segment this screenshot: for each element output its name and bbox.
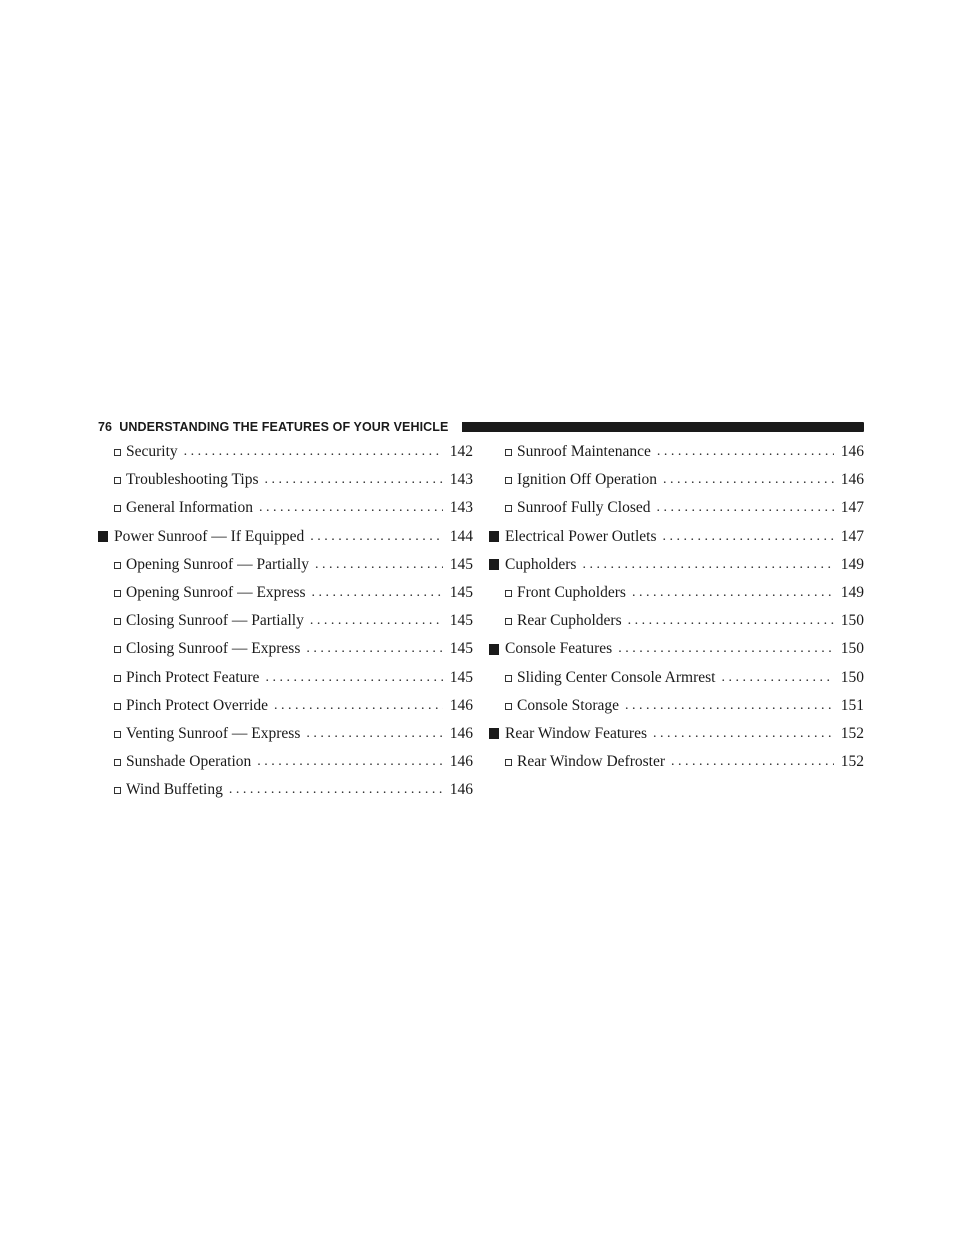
dot-leader (310, 529, 443, 545)
toc-entry-page-number: 147 (840, 527, 864, 545)
toc-entry-label: Rear Window Features (505, 724, 647, 742)
hollow-square-bullet-icon (505, 759, 512, 766)
toc-entry-label: Opening Sunroof — Express (126, 584, 306, 602)
toc-subsection-entry[interactable] (505, 664, 864, 692)
toc-subsection-entry[interactable] (505, 466, 864, 494)
toc-subsection-entry[interactable] (114, 579, 473, 607)
toc-entry-page-number: 146 (840, 443, 864, 461)
toc-entry-label: Sunshade Operation (126, 753, 252, 771)
toc-subsection-entry[interactable] (114, 551, 473, 579)
toc-subsection-entry[interactable] (505, 748, 864, 776)
toc-subsection-entry[interactable] (505, 494, 864, 522)
hollow-square-bullet-icon (114, 787, 121, 794)
dot-leader (315, 557, 443, 573)
toc-entry-page-number: 146 (449, 781, 473, 799)
toc-subsection-entry[interactable] (114, 438, 473, 466)
toc-entry-label: Power Sunroof — If Equipped (114, 527, 305, 545)
toc-entry-page-number: 152 (840, 724, 864, 742)
hollow-square-bullet-icon (505, 675, 512, 682)
toc-entry-page-number: 146 (840, 471, 864, 489)
toc-entry-label: Sunroof Fully Closed (517, 499, 651, 517)
toc-entry-page-number: 150 (840, 640, 864, 658)
dot-leader (265, 472, 443, 488)
filled-square-bullet-icon (489, 728, 499, 739)
hollow-square-bullet-icon (114, 505, 121, 512)
page-header-text (98, 419, 448, 435)
toc-entry-label: Console Features (505, 640, 613, 658)
hollow-square-bullet-icon (114, 675, 121, 682)
toc-entry-label: Security (126, 443, 178, 461)
toc-entry-page-number: 142 (449, 443, 473, 461)
filled-square-bullet-icon (489, 531, 499, 542)
toc-entry-page-number: 150 (840, 612, 864, 630)
hollow-square-bullet-icon (114, 759, 121, 766)
toc-entry-page-number: 150 (840, 668, 864, 686)
toc-entry-page-number: 143 (449, 471, 473, 489)
dot-leader (656, 500, 834, 516)
dot-leader (628, 613, 834, 629)
dot-leader (721, 670, 834, 686)
toc-subsection-entry[interactable] (505, 692, 864, 720)
toc-entry-page-number: 146 (449, 696, 473, 714)
toc-subsection-entry[interactable] (505, 607, 864, 635)
dot-leader (265, 670, 443, 686)
dot-leader (312, 585, 443, 601)
toc-entry-label: Closing Sunroof — Express (126, 640, 301, 658)
dot-leader (257, 754, 443, 770)
toc-entry-label: Troubleshooting Tips (126, 471, 259, 489)
toc-entry-page-number: 147 (840, 499, 864, 517)
toc-subsection-entry[interactable] (114, 720, 473, 748)
dot-leader (310, 613, 443, 629)
hollow-square-bullet-icon (505, 590, 512, 597)
dot-leader (229, 782, 443, 798)
toc-section-entry[interactable] (489, 720, 864, 748)
toc-entry-label: Sunroof Maintenance (517, 443, 651, 461)
hollow-square-bullet-icon (114, 703, 121, 710)
hollow-square-bullet-icon (114, 618, 121, 625)
section-title: UNDERSTANDING THE FEATURES OF YOUR VEHICLE (119, 420, 449, 434)
toc-entry-label: Cupholders (505, 555, 577, 573)
toc-subsection-entry[interactable] (114, 607, 473, 635)
toc-entry-label: Sliding Center Console Armrest (517, 668, 716, 686)
page-header (98, 419, 864, 435)
hollow-square-bullet-icon (505, 449, 512, 456)
toc-entry-page-number: 143 (449, 499, 473, 517)
toc-entry-label: Console Storage (517, 696, 620, 714)
toc-entry-label: Ignition Off Operation (517, 471, 658, 489)
toc-entry-page-number: 149 (840, 555, 864, 573)
toc-entry-label: Opening Sunroof — Partially (126, 555, 309, 573)
toc-subsection-entry[interactable] (114, 664, 473, 692)
hollow-square-bullet-icon (505, 703, 512, 710)
toc-entry-page-number: 146 (449, 753, 473, 771)
toc-entry-label: Wind Buffeting (126, 781, 223, 799)
dot-leader (582, 557, 834, 573)
dot-leader (618, 641, 834, 657)
hollow-square-bullet-icon (505, 618, 512, 625)
filled-square-bullet-icon (489, 559, 499, 570)
toc-subsection-entry[interactable] (114, 748, 473, 776)
toc-section-entry[interactable] (489, 635, 864, 663)
hollow-square-bullet-icon (505, 477, 512, 484)
toc-entry-page-number: 144 (449, 527, 473, 545)
dot-leader (259, 500, 443, 516)
dot-leader (632, 585, 834, 601)
toc-entry-page-number: 145 (449, 584, 473, 602)
hollow-square-bullet-icon (114, 646, 121, 653)
toc-entry-label: Front Cupholders (517, 584, 626, 602)
hollow-square-bullet-icon (114, 731, 121, 738)
toc-entry-page-number: 145 (449, 612, 473, 630)
toc-entry-page-number: 145 (449, 555, 473, 573)
toc-entry-page-number: 145 (449, 668, 473, 686)
toc-entry-page-number: 151 (840, 696, 864, 714)
toc-column-left (114, 438, 473, 804)
toc-entry-page-number: 149 (840, 584, 864, 602)
filled-square-bullet-icon (98, 531, 108, 542)
toc-subsection-entry[interactable] (114, 692, 473, 720)
toc-entry-label: Electrical Power Outlets (505, 527, 657, 545)
hollow-square-bullet-icon (114, 449, 121, 456)
dot-leader (657, 444, 834, 460)
filled-square-bullet-icon (489, 644, 499, 655)
toc-subsection-entry[interactable] (114, 466, 473, 494)
hollow-square-bullet-icon (114, 477, 121, 484)
dot-leader (625, 698, 834, 714)
hollow-square-bullet-icon (114, 590, 121, 597)
toc-entry-label: Pinch Protect Override (126, 696, 269, 714)
dot-leader (274, 698, 443, 714)
toc-subsection-entry[interactable] (505, 438, 864, 466)
toc-entry-page-number: 146 (449, 724, 473, 742)
toc-entry-label: Rear Cupholders (517, 612, 622, 630)
header-rule-bar (462, 422, 864, 432)
toc-entry-label: Venting Sunroof — Express (126, 724, 301, 742)
toc-subsection-entry[interactable] (505, 579, 864, 607)
dot-leader (671, 754, 834, 770)
dot-leader (306, 641, 443, 657)
toc-entry-page-number: 152 (840, 753, 864, 771)
toc-section-entry[interactable] (98, 523, 473, 551)
toc-entry-page-number: 145 (449, 640, 473, 658)
toc-entry-label: General Information (126, 499, 253, 517)
toc-section-entry[interactable] (489, 551, 864, 579)
hollow-square-bullet-icon (505, 505, 512, 512)
toc-entry-label: Pinch Protect Feature (126, 668, 260, 686)
dot-leader (306, 726, 443, 742)
page-number: 76 (98, 420, 113, 434)
hollow-square-bullet-icon (114, 562, 121, 569)
dot-leader (663, 472, 834, 488)
toc-subsection-entry[interactable] (114, 635, 473, 663)
dot-leader (184, 444, 443, 460)
toc-entry-label: Closing Sunroof — Partially (126, 612, 304, 630)
dot-leader (663, 529, 834, 545)
toc-subsection-entry[interactable] (114, 494, 473, 522)
toc-subsection-entry[interactable] (114, 776, 473, 804)
dot-leader (653, 726, 834, 742)
toc-entry-label: Rear Window Defroster (517, 753, 666, 771)
toc-column-right (505, 438, 864, 776)
toc-section-entry[interactable] (489, 523, 864, 551)
